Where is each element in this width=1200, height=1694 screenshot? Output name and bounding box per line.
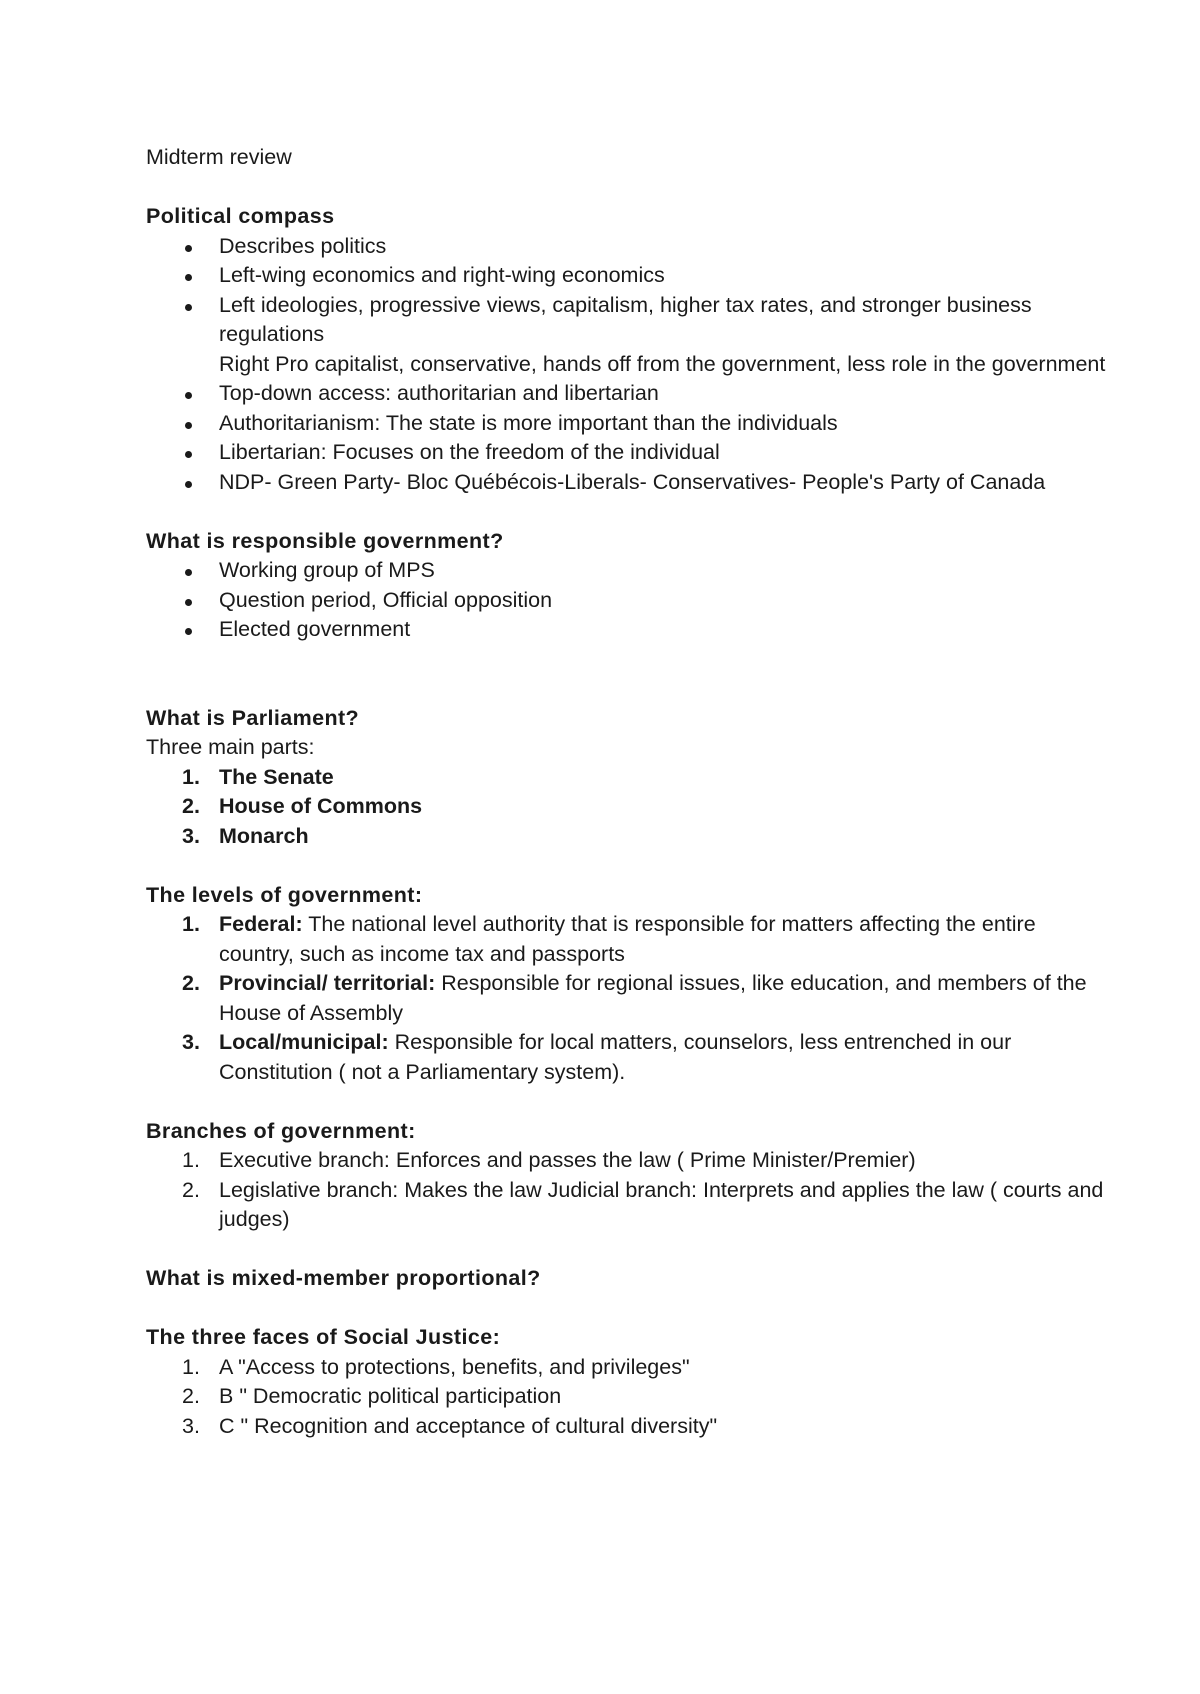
list-item: Top-down access: authoritarian and libertarian [146,379,1106,409]
list-item: 2. House of Commons [182,794,423,818]
list-item: Libertarian: Focuses on the freedom of the individual [146,438,1106,468]
list-item: Authoritarianism: The state is more important than the individuals [146,409,1106,439]
heading-mixed-member-proportional: What is mixed-member proportional? [146,1266,541,1290]
branches-list [146,1146,1106,1235]
list-item: Elected government [146,615,1106,645]
list-item: 3. Monarch [182,823,309,848]
list-item: 1. Federal: The national level authority that is responsible for matters affecting the entire country, such as income tax and passports [182,912,1036,966]
responsible-government-list [146,556,1106,645]
list-item: 2. B " Democratic political participation [182,1384,562,1408]
list-item: Left ideologies, progressive views, capitalism, higher tax rates, and stronger business regulations Right Pro capitalist, conservative, hands off from the government, less role in the government [146,291,1106,380]
list-item: Question period, Official opposition [146,586,1106,616]
list-item: 2. Provincial/ territorial: Responsible for regional issues, like education, and members of the House of Assembly [182,971,1087,1025]
list-item-continuation: Right Pro capitalist, conservative, hands off from the government, less role in the government [219,351,1106,376]
heading-social-justice: The three faces of Social Justice: [146,1325,501,1349]
political-compass-list [146,232,1106,498]
list-item: 2. Legislative branch: Makes the law Judicial branch: Interprets and applies the law ( courts and judges) [182,1177,1104,1231]
list-item: 1. Executive branch: Enforces and passes the law ( Prime Minister/Premier) [182,1148,916,1172]
list-item: Working group of MPS [146,556,1106,586]
list-item: Left-wing economics and right-wing economics [146,261,1106,291]
social-justice-list [146,1353,1106,1442]
heading-responsible-government: What is responsible government? [146,528,504,553]
document-page [146,143,1106,1441]
list-item: 1. The Senate [182,764,334,789]
parliament-list [146,763,1106,852]
heading-political-compass: Political compass [146,204,335,228]
list-item: Describes politics [146,232,1106,262]
heading-levels-of-government: The levels of government: [146,882,423,907]
heading-branches-of-government: Branches of government: [146,1118,416,1143]
list-item: 3. Local/municipal: Responsible for local matters, counselors, less entrenched in our Constitution ( not a Parliamentary system). [182,1030,1012,1084]
document-title: Midterm review [146,145,292,169]
heading-parliament: What is Parliament? [146,705,360,730]
list-item: 3. C " Recognition and acceptance of cultural diversity" [182,1413,718,1438]
list-item: 1. A "Access to protections, benefits, and privileges" [182,1354,690,1379]
levels-list [146,910,1106,1087]
list-item: NDP- Green Party- Bloc Québécois-Liberals- Conservatives- People's Party of Canada [146,468,1106,498]
parliament-intro: Three main parts: [146,735,315,759]
